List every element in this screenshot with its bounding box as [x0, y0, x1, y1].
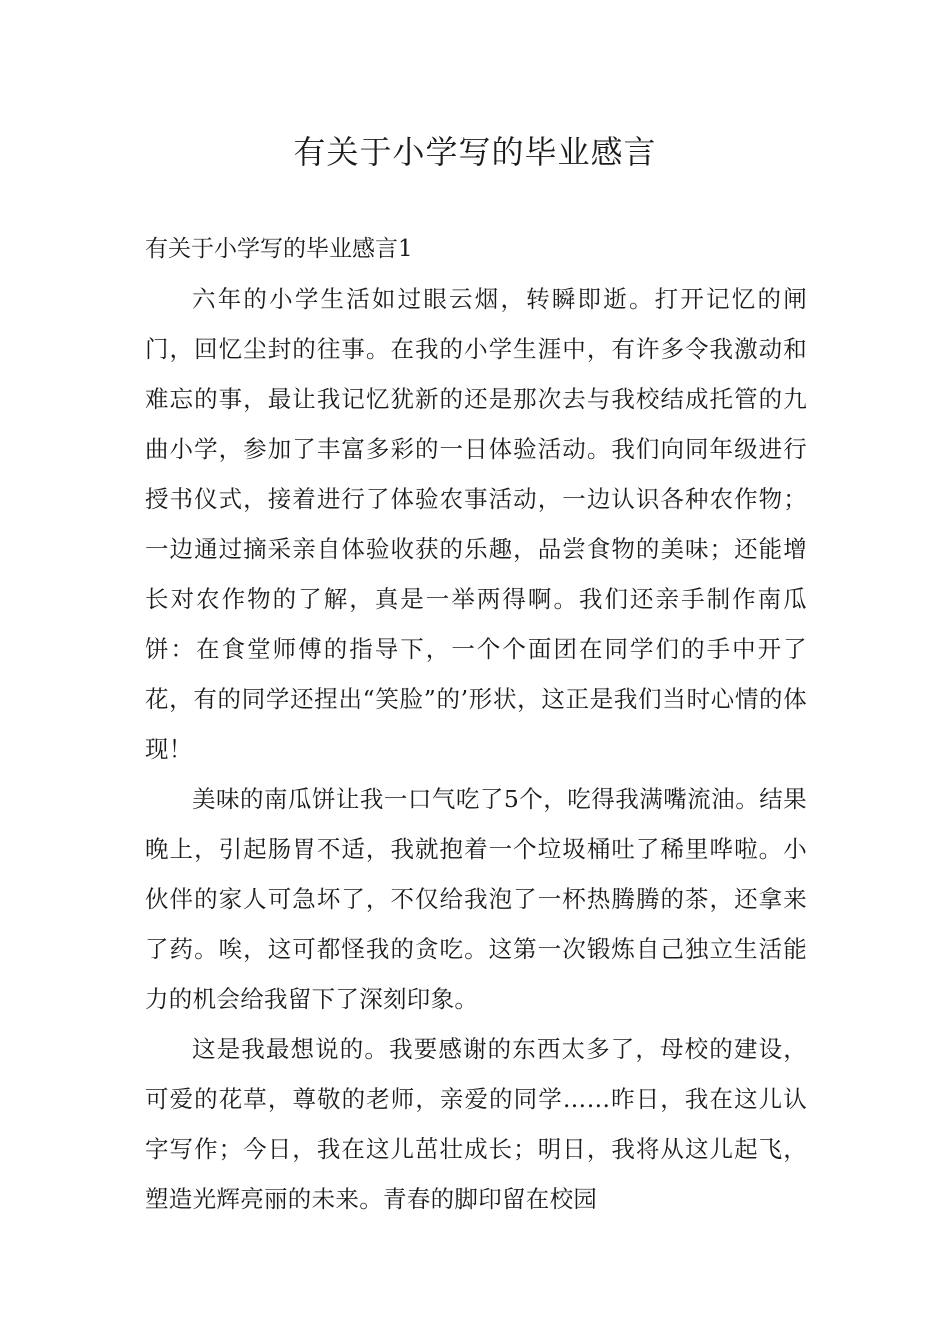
section-heading: 有关于小学写的毕业感言1 — [145, 236, 413, 262]
document-body — [145, 224, 807, 1224]
paragraph-2: 美味的南瓜饼让我一口气吃了5个，吃得我满嘴流油。结果晚上，引起肠胃不适，我就抱着一个垃圾桶吐了稀里哗啦。小伙伴的家人可急坏了，不仅给我泡了一杯热腾腾的茶，还拿来了药。唉，这可都怪我的贪吃。这第一次锻炼自己独立生活能力的机会给我留下了深刻印象。 — [145, 785, 807, 1013]
paragraph-3: 这是我最想说的。我要感谢的东西太多了，母校的建设，可爱的花草，尊敬的老师，亲爱的同学……昨日，我在这儿认字写作；今日，我在这儿茁壮成长；明日，我将从这儿起飞，塑造光辉亮丽的未来。青春的脚印留在校园 — [145, 1035, 807, 1213]
paragraph-1: 六年的小学生活如过眼云烟，转瞬即逝。打开记忆的闸门，回忆尘封的往事。在我的小学生涯中，有许多令我激动和难忘的事，最让我记忆犹新的还是那次去与我校结成托管的九曲小学，参加了丰富多彩的一日体验活动。我们向同年级进行授书仪式，接着进行了体验农事活动，一边认识各种农作物；一边通过摘采亲自体验收获的乐趣，品尝食物的美味；还能增长对农作物的了解，真是一举两得啊。我们还亲手制作南瓜饼：在食堂师傅的指导下，一个个面团在同学们的手中开了花，有的同学还捏出“笑脸”的’形状，这正是我们当时心情的体现！ — [145, 285, 807, 763]
document-title: 有关于小学写的毕业感言 — [293, 133, 657, 171]
